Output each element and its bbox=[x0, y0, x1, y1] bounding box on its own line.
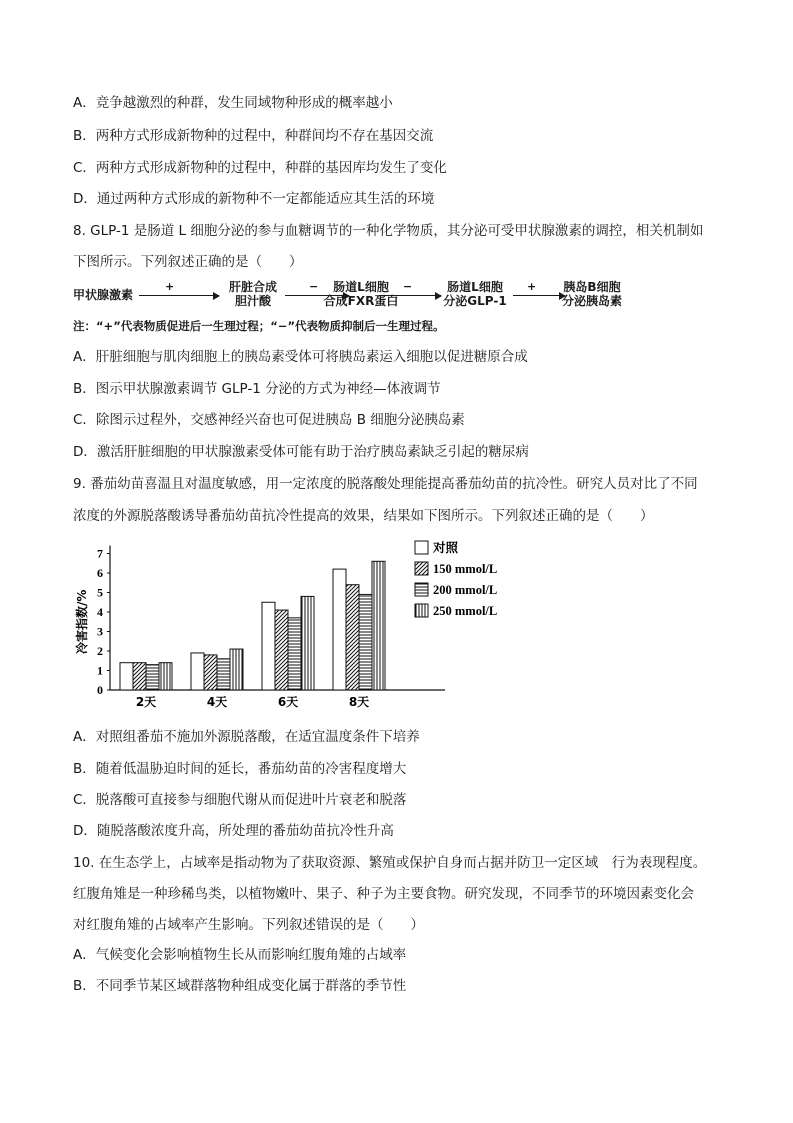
q9-bar-chart bbox=[70, 535, 530, 715]
q8-stem-line1: 8. GLP-1 是肠道 L 细胞分泌的参与血糖调节的一种化学物质，其分泌可受甲状腺激素的调控，相关机制如 bbox=[73, 223, 704, 239]
q9-stem-line2: 浓度的外源脱落酸诱导番茄幼苗抗冷性提高的效果，结果如下图所示。下列叙述正确的是（ ） bbox=[73, 508, 654, 524]
q8-stem-line2: 下图所示。下列叙述正确的是（ ） bbox=[73, 254, 303, 270]
q10-stem-line1: 10. 在生态学上，占域率是指动物为了获取资源、繁殖或保护自身而占据并防卫一定区域 行为表现程度。 bbox=[73, 855, 707, 871]
x-tick-label: 6天 bbox=[277, 695, 299, 709]
q7-option-d: D．通过两种方式形成的新物种不一定都能适应其生活的环境 bbox=[73, 191, 435, 207]
q8-flow-diagram bbox=[73, 280, 693, 314]
flow-node-l-cell-fxr bbox=[303, 280, 419, 308]
flow-node-fxr-line2: 合成FXR蛋白 bbox=[323, 294, 399, 308]
y-tick-label: 1 bbox=[97, 663, 103, 678]
legend-label: 250 mmol/L bbox=[433, 604, 498, 618]
flow-node-glp1-line1: 肠道L细胞 bbox=[447, 280, 503, 294]
q8-option-a: A．肝脏细胞与肌肉细胞上的胰岛素受体可将胰岛素运入细胞以促进糖原合成 bbox=[73, 349, 528, 365]
flow-sign-3: − bbox=[403, 280, 413, 293]
bar bbox=[204, 655, 217, 690]
x-tick-label: 4天 bbox=[206, 695, 228, 709]
legend-label: 150 mmol/L bbox=[433, 562, 498, 576]
y-axis-label: 冷害指数/% bbox=[75, 589, 89, 654]
q7-option-a: A．竞争越激烈的种群，发生同域物种形成的概率越小 bbox=[73, 95, 393, 111]
bar bbox=[230, 649, 243, 690]
bar bbox=[372, 561, 385, 690]
bar bbox=[301, 596, 314, 690]
legend-swatch bbox=[415, 541, 428, 554]
q10-option-a: A．气候变化会影响植物生长从而影响红腹角雉的占域率 bbox=[73, 947, 407, 963]
y-tick-label: 2 bbox=[97, 644, 103, 658]
y-tick-label: 3 bbox=[97, 624, 103, 639]
bar bbox=[120, 663, 133, 690]
bar bbox=[262, 602, 275, 690]
flow-arrow-1 bbox=[139, 295, 219, 296]
flow-sign-4: + bbox=[527, 280, 537, 293]
legend-swatch bbox=[415, 604, 428, 617]
q7-option-c: C．两种方式形成新物种的过程中，种群的基因库均发生了变化 bbox=[73, 160, 447, 176]
flow-sign-2: − bbox=[309, 280, 319, 293]
q10-stem-line3: 对红腹角雉的占域率产生影响。下列叙述错误的是（ ） bbox=[73, 917, 424, 933]
y-tick-label: 7 bbox=[97, 546, 103, 561]
bar bbox=[191, 653, 204, 690]
bar bbox=[146, 665, 159, 690]
flow-node-liver-bile-acid bbox=[225, 280, 281, 308]
y-tick-label: 6 bbox=[97, 566, 103, 580]
flow-node-insulin-line2: 分泌胰岛素 bbox=[561, 294, 622, 308]
flow-node-insulin-line1: 胰岛B细胞 bbox=[563, 280, 621, 294]
q9-option-a: A．对照组番茄不施加外源脱落酸，在适宜温度条件下培养 bbox=[73, 729, 420, 745]
flow-node-l-cell-glp1 bbox=[437, 280, 513, 308]
flow-node-glp1-line2: 分泌GLP-1 bbox=[443, 294, 507, 308]
q8-option-d: D．激活肝脏细胞的甲状腺激素受体可能有助于治疗胰岛素缺乏引起的糖尿病 bbox=[73, 444, 529, 460]
bar bbox=[333, 569, 346, 690]
flow-arrow-3 bbox=[379, 295, 441, 296]
q8-option-c: C．除图示过程外，交感神经兴奋也可促进胰岛 B 细胞分泌胰岛素 bbox=[73, 412, 465, 428]
q8-flow-note: 注：“+”代表物质促进后一生理过程；“−”代表物质抑制后一生理过程。 bbox=[73, 319, 445, 333]
flow-node-liver-line1: 肝脏合成 bbox=[228, 280, 277, 294]
bar bbox=[346, 585, 359, 690]
bar bbox=[275, 610, 288, 690]
bar bbox=[133, 663, 146, 690]
legend-label: 对照 bbox=[433, 541, 459, 555]
q10-option-b: B．不同季节某区域群落物种组成变化属于群落的季节性 bbox=[73, 978, 407, 994]
q7-option-b: B．两种方式形成新物种的过程中，种群间均不存在基因交流 bbox=[73, 128, 434, 144]
q9-option-d: D．随脱落酸浓度升高，所处理的番茄幼苗抗冷性升高 bbox=[73, 823, 394, 839]
q9-stem-line1: 9. 番茄幼苗喜温且对温度敏感，用一定浓度的脱落酸处理能提高番茄幼苗的抗冷性。研究人员对比了不同 bbox=[73, 476, 698, 492]
y-tick-label: 5 bbox=[97, 585, 103, 600]
bar bbox=[359, 594, 372, 690]
x-tick-label: 2天 bbox=[135, 695, 157, 709]
bar bbox=[159, 663, 172, 690]
y-tick-label: 0 bbox=[97, 683, 103, 697]
y-tick-label: 4 bbox=[97, 605, 103, 619]
q8-option-b: B．图示甲状腺激素调节 GLP-1 分泌的方式为神经—体液调节 bbox=[73, 381, 441, 397]
q9-option-c: C．脱落酸可直接参与细胞代谢从而促进叶片衰老和脱落 bbox=[73, 792, 407, 808]
flow-node-beta-cell-insulin bbox=[557, 280, 627, 308]
q10-stem-line2: 红腹角雉是一种珍稀鸟类，以植物嫩叶、果子、种子为主要食物。研究发现，不同季节的环境因素变化会 bbox=[73, 886, 694, 902]
bar bbox=[288, 618, 301, 690]
legend-label: 200 mmol/L bbox=[433, 583, 498, 597]
flow-node-liver-line2: 胆汁酸 bbox=[234, 294, 271, 308]
legend-swatch bbox=[415, 562, 428, 575]
flow-node-thyroid-hormone: 甲状腺激素 bbox=[73, 288, 134, 302]
q9-option-b: B．随着低温胁迫时间的延长，番茄幼苗的冷害程度增大 bbox=[73, 761, 407, 777]
flow-node-fxr-line1: 肠道L细胞 bbox=[333, 280, 389, 294]
bar bbox=[217, 659, 230, 690]
flow-sign-1: + bbox=[165, 280, 175, 293]
x-tick-label: 8天 bbox=[348, 695, 370, 709]
legend-swatch bbox=[415, 583, 428, 596]
